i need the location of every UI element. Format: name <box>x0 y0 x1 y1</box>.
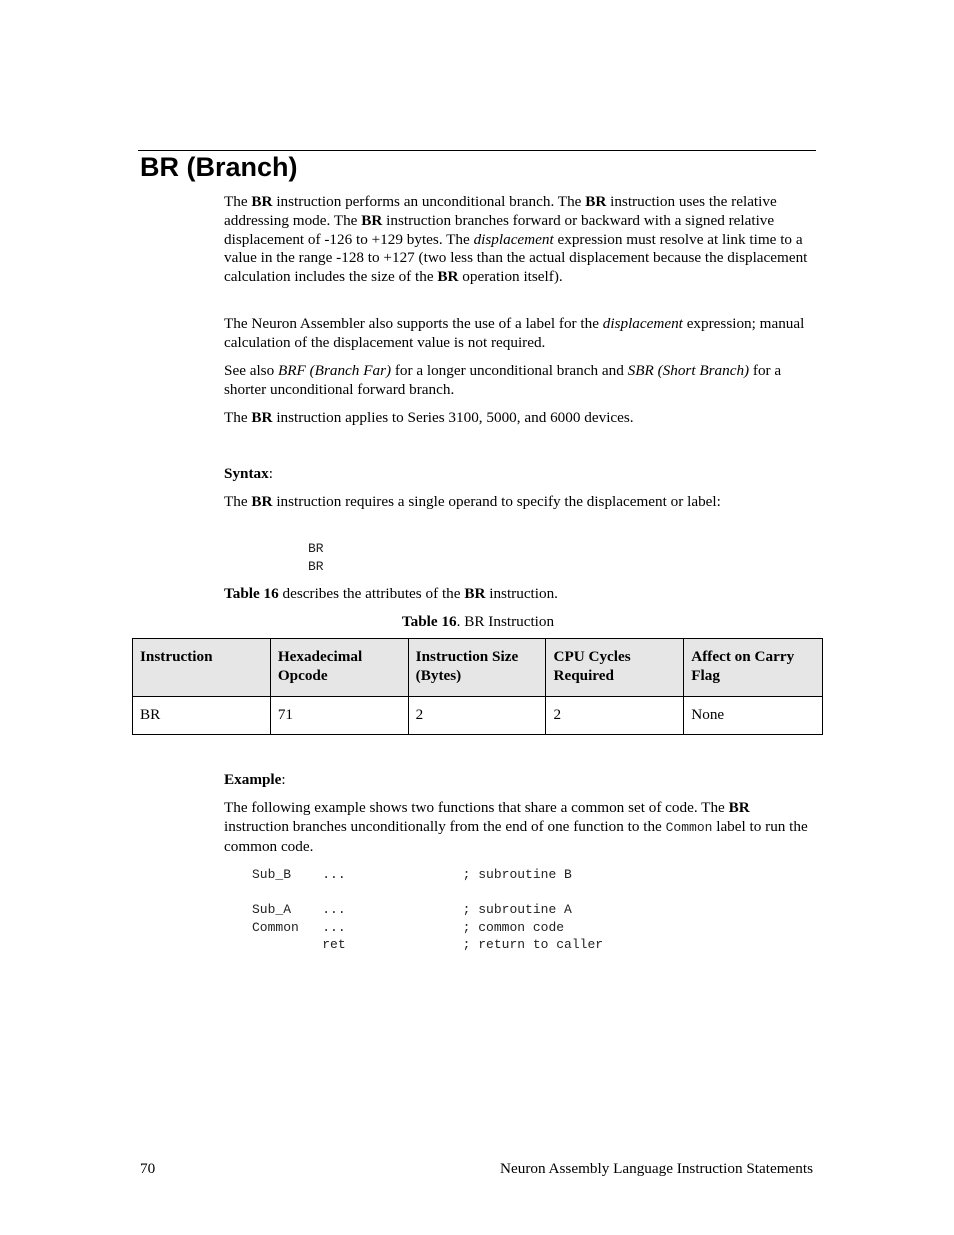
table-row <box>133 697 823 735</box>
table-header-cell: CPU Cycles Required <box>546 639 684 697</box>
text: instruction applies to Series 3100, 5000, and 6000 devices. <box>272 409 634 426</box>
code-line: Sub_B ... ; subroutine B <box>252 867 572 882</box>
page-title: BR (Branch) <box>140 152 298 182</box>
table-header-cell: Hexadecimal Opcode <box>270 639 408 697</box>
table-header-cell: Affect on Carry Flag <box>684 639 823 697</box>
table-cell: BR <box>133 697 271 735</box>
text-bold: Table 16 <box>224 585 279 602</box>
table-header-row <box>133 639 823 697</box>
devices-paragraph <box>224 409 816 428</box>
example-paragraph <box>224 799 816 856</box>
syntax-paragraph <box>224 493 816 512</box>
text: instruction performs an unconditional branch. The <box>272 193 586 210</box>
syntax-label: Syntax <box>224 465 269 482</box>
example-label: Example <box>224 771 282 788</box>
text-bold: BR <box>361 211 383 229</box>
table-cell: 2 <box>546 697 684 735</box>
text: instruction uses the relative addressing mode. The <box>224 193 777 229</box>
text-bold: BR <box>251 409 273 426</box>
text: instruction branches unconditionally from the end of one function to the <box>224 817 666 835</box>
code-line: ret ; return to caller <box>252 937 604 952</box>
example-code-block <box>252 866 603 954</box>
table-cell: 2 <box>408 697 546 735</box>
text: The <box>224 193 252 210</box>
text-bold: BR <box>437 268 459 286</box>
intro-paragraph <box>224 193 816 287</box>
text: for a longer unconditional branch and <box>391 362 628 379</box>
page-number: 70 <box>140 1160 156 1177</box>
text: operation itself). <box>458 268 563 286</box>
syntax-code-line: BR <box>308 541 324 556</box>
see-also-paragraph <box>224 362 816 400</box>
text: The Neuron Assembler also supports the use of a label for the <box>224 315 603 332</box>
text: The following example shows two functions that share a common set of code. The <box>224 799 729 816</box>
text-bold: BR <box>728 799 750 816</box>
text: instruction branches forward or backward with a signed relative displacement of -126 to +129 bytes. The <box>224 211 775 248</box>
text-bold: Table 16 <box>401 613 457 630</box>
text: The <box>224 409 252 426</box>
example-heading <box>224 771 816 790</box>
table-cell: None <box>684 697 823 735</box>
syntax-code-line: BR <box>308 559 324 574</box>
text-italic: displacement <box>602 315 683 332</box>
text: expression; manual calculation of the displacement value is not required. <box>224 315 805 351</box>
table-header-cell: Instruction Size (Bytes) <box>408 639 546 697</box>
inline-code: Common <box>665 819 713 835</box>
table-cell: 71 <box>270 697 408 735</box>
table-header-cell: Instruction <box>133 639 271 697</box>
text-italic: BRF (Branch Far) <box>278 362 392 379</box>
text: expression must resolve at link time to a value in the range -128 to +127 (two less than the actual displacement because the displacement calculation includes the size of the <box>224 230 808 286</box>
code-line: Sub_A ... ; subroutine A <box>252 902 572 917</box>
instruction-table <box>132 638 823 735</box>
text: The <box>224 493 252 510</box>
text: See also <box>224 362 278 379</box>
text-bold: BR <box>251 193 273 210</box>
table-reference-paragraph <box>224 585 816 604</box>
syntax-heading <box>224 465 816 484</box>
text-bold: BR <box>251 493 273 510</box>
text: instruction requires a single operand to specify the displacement or label: <box>272 493 721 510</box>
text: : <box>281 771 286 788</box>
text-bold: BR <box>464 585 486 602</box>
text: for a shorter unconditional forward branch. <box>224 362 782 398</box>
footer-title: Neuron Assembly Language Instruction Statements <box>500 1160 813 1177</box>
text: label to run the common code. <box>224 817 808 855</box>
text-bold: BR <box>585 193 607 210</box>
text: : <box>268 465 273 482</box>
table-caption <box>133 613 823 631</box>
text: instruction. <box>485 585 558 602</box>
text: describes the attributes of the <box>278 585 465 602</box>
assembler-label-paragraph <box>224 315 816 353</box>
text: . BR Instruction <box>456 613 555 630</box>
text-italic: SBR (Short Branch) <box>627 362 750 379</box>
code-line: Common ... ; common code <box>252 919 565 935</box>
text-italic: displacement <box>473 230 554 248</box>
